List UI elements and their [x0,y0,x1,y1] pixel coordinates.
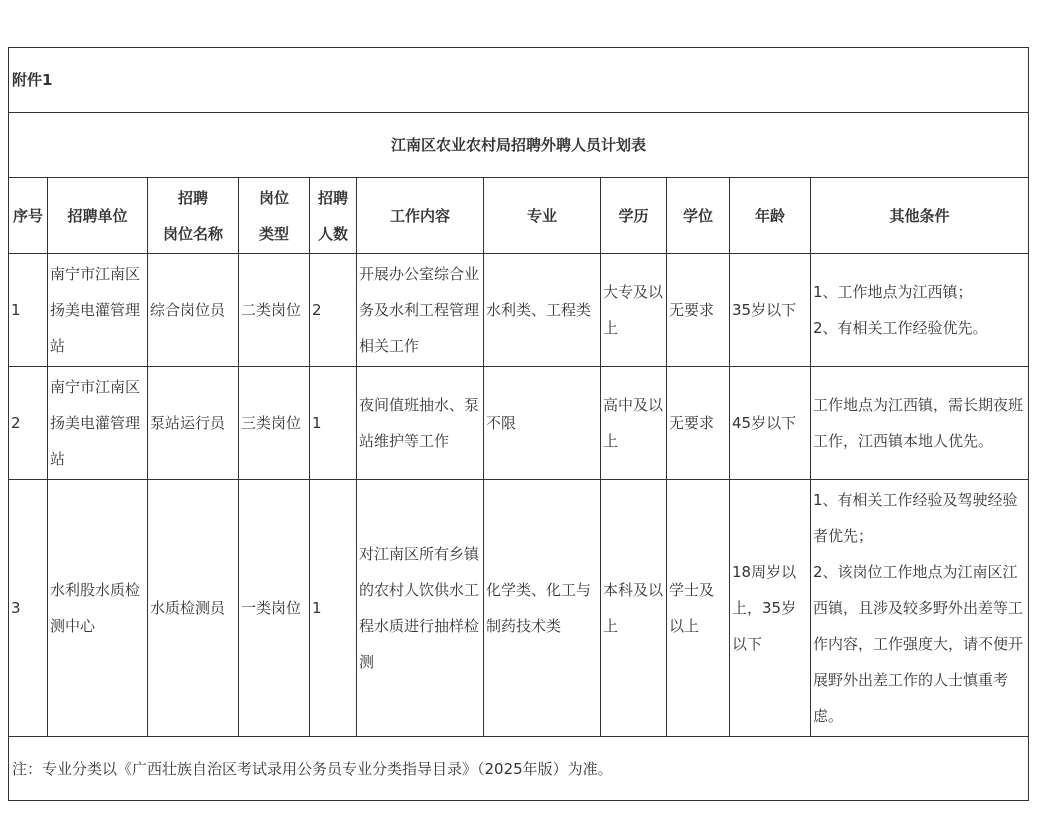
row-age: 35岁以下 [730,254,811,367]
recruitment-plan-table [8,47,1029,801]
row-seq: 2 [9,367,48,480]
row-degree: 无要求 [667,367,730,480]
row-other-line1: 1、工作地点为江西镇； [813,283,973,301]
header-education: 学历 [601,178,667,254]
table-row [9,480,1029,737]
table-row [9,254,1029,367]
row-degree: 无要求 [667,254,730,367]
row-position: 泵站运行员 [148,367,239,480]
row-education: 大专及以上 [601,254,667,367]
row-other: 工作地点为江西镇，需长期夜班工作，江西镇本地人优先。 [811,367,1029,480]
row-type: 三类岗位 [239,367,310,480]
row-unit: 南宁市江南区扬美电灌管理站 [48,254,148,367]
row-content: 夜间值班抽水、泵站维护等工作 [357,367,484,480]
header-position-line2: 岗位名称 [162,224,223,243]
header-unit: 招聘单位 [48,178,148,254]
row-content: 对江南区所有乡镇的农村人饮供水工程水质进行抽样检测 [357,480,484,737]
header-row [9,178,1029,254]
header-type-line2: 类型 [258,224,289,243]
header-count-line1: 招聘 [317,188,348,207]
row-type: 一类岗位 [239,480,310,737]
row-seq: 3 [9,480,48,737]
row-other [811,254,1029,367]
attachment-label: 附件1 [9,48,1029,113]
row-age: 18周岁以上，35岁以下 [730,480,811,737]
row-education: 本科及以上 [601,480,667,737]
table-row [9,367,1029,480]
header-position-line1: 招聘 [177,188,208,207]
header-seq: 序号 [9,178,48,254]
row-position: 水质检测员 [148,480,239,737]
row-count: 2 [310,254,357,367]
header-type [239,178,310,254]
header-position [148,178,239,254]
header-degree: 学位 [667,178,730,254]
header-other: 其他条件 [811,178,1029,254]
row-age: 45岁以下 [730,367,811,480]
row-other-line2: 2、该岗位工作地点为江南区江西镇，且涉及较多野外出差等工作内容，工作强度大，请不便开展野外出差工作的人士慎重考虑。 [813,563,1024,725]
row-other-line2: 2、有相关工作经验优先。 [813,319,988,337]
row-other-line1: 1、有相关工作经验及驾驶经验者优先； [813,491,1018,545]
row-unit: 南宁市江南区扬美电灌管理站 [48,367,148,480]
row-count: 1 [310,367,357,480]
footnote: 注：专业分类以《广西壮族自治区考试录用公务员专业分类指导目录》（2025年版）为准。 [9,737,1029,801]
header-type-line1: 岗位 [258,188,289,207]
row-unit: 水利股水质检测中心 [48,480,148,737]
row-content: 开展办公室综合业务及水利工程管理相关工作 [357,254,484,367]
row-type: 二类岗位 [239,254,310,367]
row-seq: 1 [9,254,48,367]
row-education: 高中及以上 [601,367,667,480]
row-other [811,480,1029,737]
header-age: 年龄 [730,178,811,254]
row-major: 不限 [484,367,601,480]
row-count: 1 [310,480,357,737]
row-major: 化学类、化工与制药技术类 [484,480,601,737]
header-major: 专业 [484,178,601,254]
table-title: 江南区农业农村局招聘外聘人员计划表 [9,113,1029,178]
row-position: 综合岗位员 [148,254,239,367]
header-count [310,178,357,254]
row-major: 水利类、工程类 [484,254,601,367]
header-count-line2: 人数 [317,224,348,243]
header-content: 工作内容 [357,178,484,254]
row-degree: 学士及以上 [667,480,730,737]
